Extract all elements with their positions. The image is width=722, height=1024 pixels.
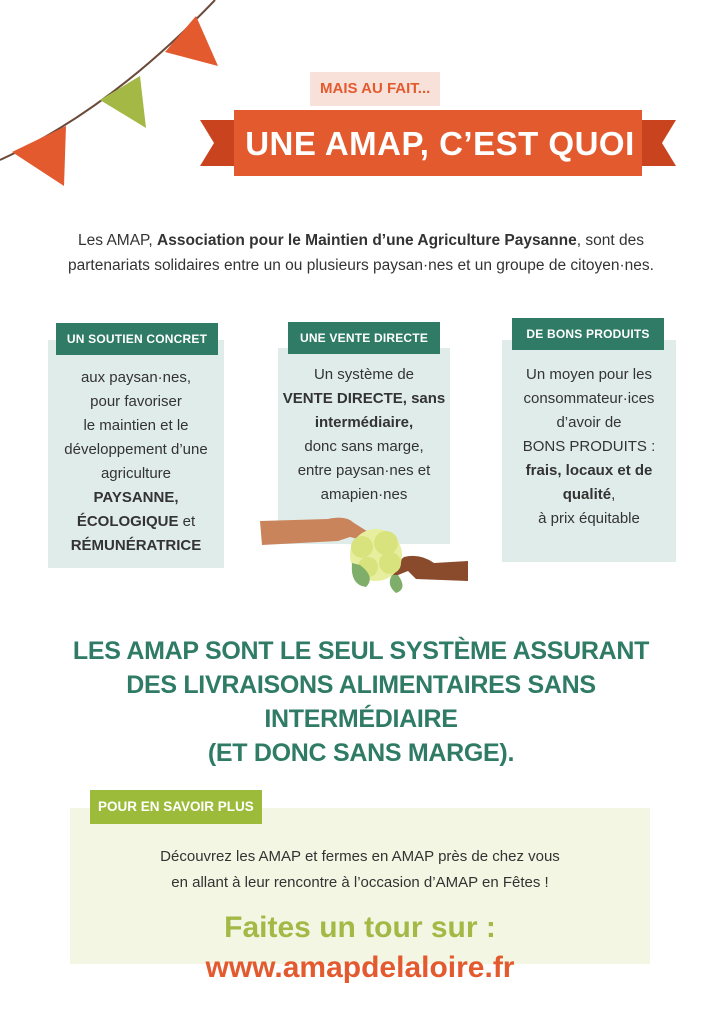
card-vente-tag: UNE VENTE DIRECTE: [288, 322, 440, 354]
card-line: entre paysan·nes et: [297, 462, 431, 479]
headline-line: (ET DONC SANS MARGE).: [207, 739, 515, 767]
card-line: à prix équitable: [538, 510, 640, 527]
card-soutien-tag: UN SOUTIEN CONCRET: [56, 323, 218, 355]
card-line: développement d’une: [64, 441, 208, 458]
card-line: aux paysan·nes,: [80, 369, 192, 386]
intro-text-start: Les AMAP,: [78, 232, 158, 249]
card-vente-body: [278, 363, 450, 507]
intro-bold-acronym: Association pour le Maintien d’une Agriculture Paysanne: [157, 232, 577, 249]
card-bold-line: qualité: [562, 486, 612, 503]
card-soutien-body: [48, 366, 224, 558]
info-line: en allant à leur rencontre à l’occasion d’AMAP en Fêtes !: [171, 874, 549, 891]
cta: [70, 908, 650, 988]
card-produits-tag: DE BONS PRODUITS: [512, 318, 664, 350]
info-tag: POUR EN SAVOIR PLUS: [90, 790, 262, 824]
card-line: BONS PRODUITS :: [522, 438, 656, 455]
card-line: Un moyen pour les: [526, 366, 652, 383]
card-line: agriculture: [100, 465, 172, 482]
card-line: le maintien et le: [83, 417, 189, 434]
card-bold-line: ÉCOLOGIQUE: [76, 513, 179, 530]
card-line: donc sans marge,: [304, 438, 424, 455]
page-title: UNE AMAP, C’EST QUOI ?: [245, 125, 635, 226]
intro-line-2: partenariats solidaires entre un ou plusieurs paysan·nes et un groupe de citoyen·nes.: [68, 257, 654, 274]
card-line: d’avoir de: [556, 414, 622, 431]
headline-line: LES AMAP SONT LE SEUL SYSTÈME ASSURANT: [72, 637, 650, 665]
website-link[interactable]: www.amapdelaloire.fr: [205, 951, 515, 984]
intro-text-end: , sont des: [576, 232, 644, 249]
hands-exchanging-cauliflower-icon: [258, 505, 468, 600]
card-bold-line: RÉMUNÉRATRICE: [70, 537, 202, 554]
card-line: pour favoriser: [90, 393, 182, 410]
info-line: Découvrez les AMAP et fermes en AMAP près de chez vous: [160, 848, 560, 865]
info-text: [70, 844, 650, 896]
kicker-label: MAIS AU FAIT...: [310, 72, 440, 106]
card-line: Un système de: [313, 366, 415, 383]
headline: [40, 634, 682, 770]
card-bold-line: intermédiaire,: [314, 414, 414, 431]
card-line: consommateur·ices: [523, 390, 655, 407]
bunting-flags-icon: [0, 0, 230, 200]
card-bold-line: VENTE DIRECTE, sans: [282, 390, 446, 407]
cta-lead: Faites un tour sur :: [224, 911, 496, 944]
card-produits-body: [502, 363, 676, 531]
intro-paragraph: [40, 228, 682, 278]
card-bold-line: frais, locaux et de: [525, 462, 653, 479]
card-bold-line: PAYSANNE,: [93, 489, 179, 506]
card-line-tail: et: [178, 513, 196, 530]
card-line-tail: ,: [611, 486, 616, 503]
headline-line: DES LIVRAISONS ALIMENTAIRES SANS INTERMÉDIAIRE: [126, 671, 596, 733]
card-line: amapien·nes: [320, 486, 408, 503]
